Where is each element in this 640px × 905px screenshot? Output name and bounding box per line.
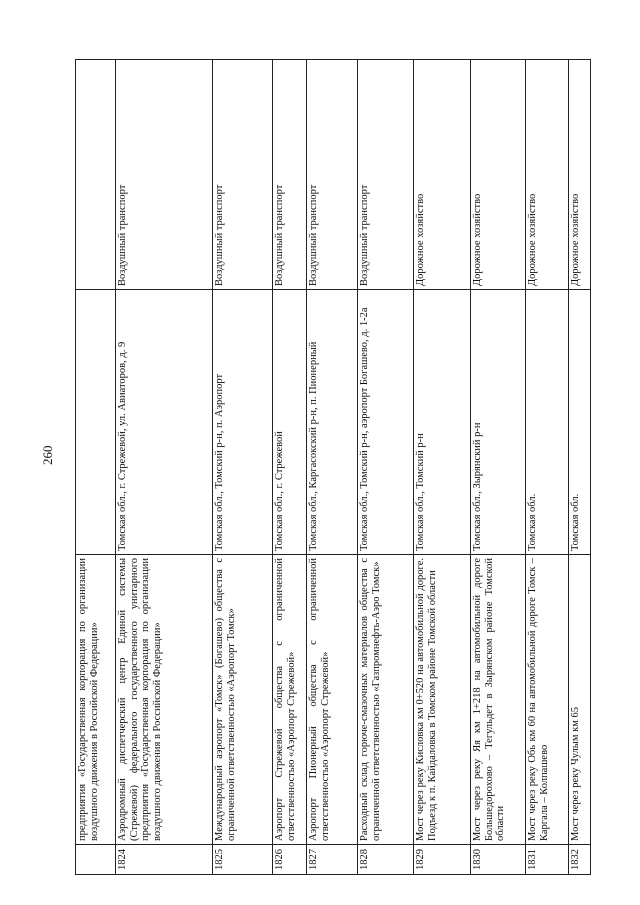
cell-address: Томская обл., Томский р-н, п. Аэропорт <box>213 290 273 555</box>
cell-category: Дорожное хозяйство <box>471 60 526 290</box>
cell-address: Томская обл., Каргасокский р-н, п. Пионерный <box>307 290 358 555</box>
cell-category <box>76 60 116 290</box>
cell-category: Дорожное хозяйство <box>414 60 471 290</box>
cell-address: Томская обл., г. Стрежевой <box>273 290 307 555</box>
cell-name: Аэропорт Стрежевой общества с ограниченной ответственностью «Аэропорт Стрежевой» <box>273 555 307 845</box>
cell-num: 1829 <box>414 845 471 875</box>
cell-address: Томская обл., г. Стрежевой, ул. Авиаторов, д. 9 <box>116 290 213 555</box>
cell-num: 1825 <box>213 845 273 875</box>
cell-name: Аэропорт Пионерный общества с ограниченной ответственностью «Аэропорт Стрежевой» <box>307 555 358 845</box>
cell-address: Томская обл., Томский р-н, аэропорт Богашево, д. 1-2а <box>358 290 414 555</box>
cell-num: 1828 <box>358 845 414 875</box>
cell-address: Томская обл. <box>569 290 591 555</box>
cell-category: Дорожное хозяйство <box>526 60 569 290</box>
table-row <box>471 60 526 875</box>
cell-name: Расходный склад горюче-смазочных материалов общества с ограниченной ответственностью «Газпромнефть-Аэро Томск» <box>358 555 414 845</box>
table-row <box>273 60 307 875</box>
table-row <box>414 60 471 875</box>
cell-name: Международный аэропорт «Томск» (Богашево) общества с ограниченной ответственностью «Аэропорт Томск» <box>213 555 273 845</box>
cell-address <box>76 290 116 555</box>
cell-name: Мост через реку Обь км 60 на автомобильной дороге Томск – Каргала – Колпашево <box>526 555 569 845</box>
cell-name: Мост через реку Яя км 1+218 на автомобильной дороге Большедорохово – Тегульдет в Зырянском районе Томской области <box>471 555 526 845</box>
cell-num: 1826 <box>273 845 307 875</box>
cell-category: Воздушный транспорт <box>116 60 213 290</box>
cell-category: Воздушный транспорт <box>273 60 307 290</box>
cell-num: 1830 <box>471 845 526 875</box>
cell-address: Томская обл., Зырянский р-н <box>471 290 526 555</box>
cell-name: Мост через реку Кисловка км 0+520 на автомобильной дороге. Подъезд к п. Кайдаловка в Томском районе Томской области <box>414 555 471 845</box>
cell-num: 1827 <box>307 845 358 875</box>
cell-name: Аэродромный диспетчерский центр Единой системы (Стрежевой) федерального государственного унитарного предприятия «Государственная корпорация по организации воздушного движения в Российской Федерации» <box>116 555 213 845</box>
table-row <box>526 60 569 875</box>
cell-category: Воздушный транспорт <box>213 60 273 290</box>
table-row <box>116 60 213 875</box>
registry-table <box>75 60 591 875</box>
table-row <box>213 60 273 875</box>
cell-name: предприятия «Государственная корпорация по организации воздушного движения в Российской Федерации» <box>76 555 116 845</box>
cell-name: Мост через реку Чулым км 65 <box>569 555 591 845</box>
cell-category: Воздушный транспорт <box>307 60 358 290</box>
cell-address: Томская обл. <box>526 290 569 555</box>
cell-category: Воздушный транспорт <box>358 60 414 290</box>
table-row <box>358 60 414 875</box>
cell-num <box>76 845 116 875</box>
cell-num: 1831 <box>526 845 569 875</box>
table-row <box>76 60 116 875</box>
table-row <box>569 60 591 875</box>
cell-address: Томская обл., Томский р-н <box>414 290 471 555</box>
cell-num: 1824 <box>116 845 213 875</box>
cell-num: 1832 <box>569 845 591 875</box>
page-number: 260 <box>40 445 55 465</box>
cell-category: Дорожное хозяйство <box>569 60 591 290</box>
table-row <box>307 60 358 875</box>
